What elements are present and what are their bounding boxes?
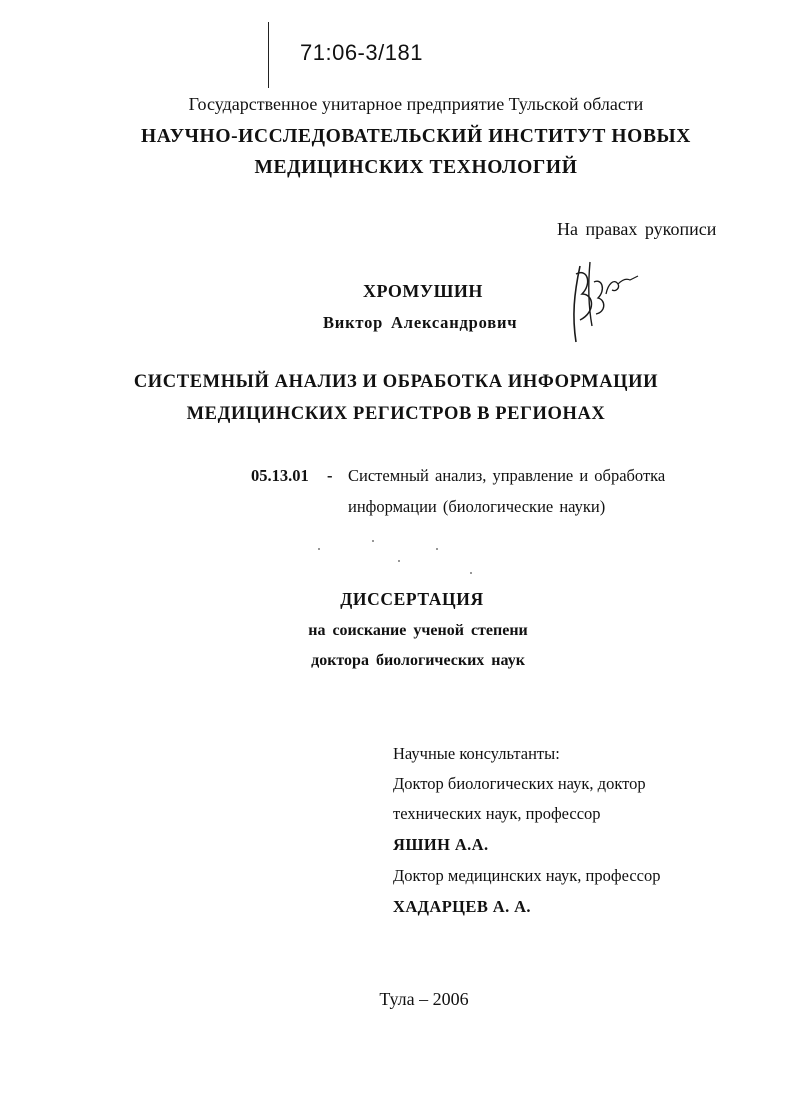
consultant-2-title: Доктор медицинских наук, профессор [393, 866, 661, 885]
consultant-2-name: ХАДАРЦЕВ А. А. [393, 897, 531, 916]
scan-speck [436, 548, 438, 550]
consultants-heading: Научные консультанты: [393, 744, 560, 763]
degree-line1: на соискание ученой степени [308, 622, 528, 639]
dissertation-title-line1: СИСТЕМНЫЙ АНАЛИЗ И ОБРАБОТКА ИНФОРМАЦИИ [133, 372, 659, 392]
consultant-1-title-line2: технических наук, профессор [393, 804, 601, 823]
organization-subtitle: Государственное унитарное предприятие Тульской области [188, 94, 644, 114]
author-given-names: Виктор Александрович [323, 313, 518, 332]
city-year: Тула – 2006 [379, 989, 469, 1009]
scan-speck [372, 540, 374, 542]
dissertation-title-line2: МЕДИЦИНСКИХ РЕГИСТРОВ В РЕГИОНАХ [186, 404, 606, 424]
author-surname: ХРОМУШИН [363, 281, 483, 301]
organization-name-line2: МЕДИЦИНСКИХ ТЕХНОЛОГИЙ [254, 157, 578, 178]
scan-speck [318, 548, 320, 550]
specialty-name-line2: информации (биологические науки) [348, 497, 606, 516]
manuscript-rights: На правах рукописи [557, 219, 717, 239]
scan-speck [398, 560, 400, 562]
specialty-dash: - [327, 466, 333, 485]
work-type: ДИССЕРТАЦИЯ [340, 589, 484, 609]
scan-speck [470, 572, 472, 574]
consultant-1-name: ЯШИН А.А. [393, 835, 489, 854]
consultant-1-title-line1: Доктор биологических наук, доктор [393, 774, 646, 793]
archive-code: 71:06-3/181 [300, 40, 423, 65]
organization-name-line1: НАУЧНО-ИССЛЕДОВАТЕЛЬСКИЙ ИНСТИТУТ НОВЫХ [141, 126, 691, 147]
author-signature [566, 254, 644, 348]
specialty-name-line1: Системный анализ, управление и обработка [348, 466, 666, 485]
degree-line2: доктора биологических наук [311, 652, 525, 669]
margin-rule [268, 22, 269, 88]
specialty-code: 05.13.01 [251, 466, 309, 485]
